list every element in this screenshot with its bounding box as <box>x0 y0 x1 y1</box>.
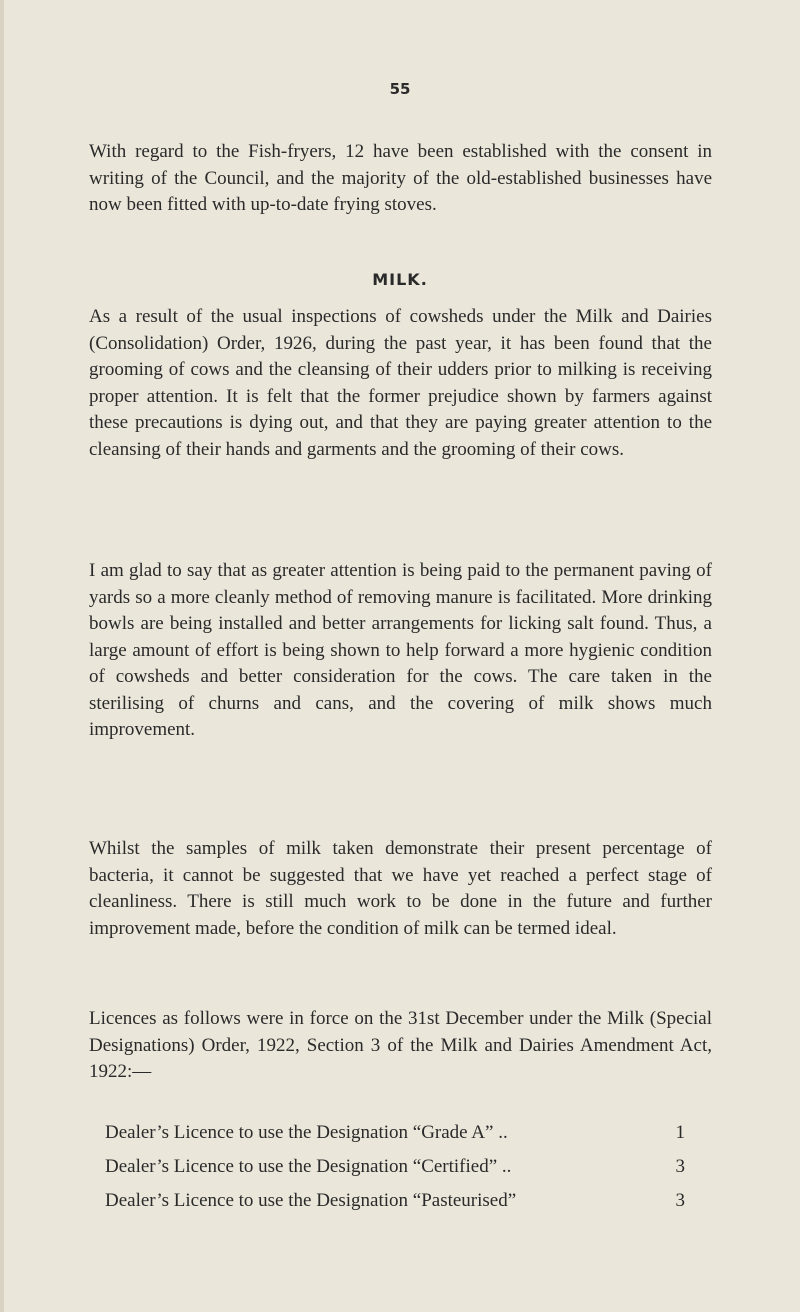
section-heading-milk: MILK. <box>372 270 428 289</box>
licence-label: Dealer’s Licence to use the Designation “Grade A” .. <box>105 1122 508 1143</box>
licence-list <box>105 1122 685 1224</box>
page-number: 55 <box>389 80 411 98</box>
licence-row <box>105 1122 685 1156</box>
licence-count: 3 <box>675 1190 685 1211</box>
licences-intro-paragraph: Licences as follows were in force on the 31st December under the Milk (Special Designations) Order, 1922, Section 3 of the Milk and Dairies Amendment Act, 1922:— <box>89 1008 712 1082</box>
licence-label: Dealer’s Licence to use the Designation “Certified” .. <box>105 1156 512 1177</box>
page-edge-shadow <box>0 0 4 1312</box>
fish-fryers-paragraph: With regard to the Fish-fryers, 12 have been established with the consent in writing of the Council, and the majority of the old-established businesses have now been fitted with up-to-date frying stoves. <box>89 141 712 215</box>
licence-row <box>105 1156 685 1190</box>
licence-count: 1 <box>675 1122 685 1143</box>
licence-count: 3 <box>675 1156 685 1177</box>
licence-label: Dealer’s Licence to use the Designation “Pasteurised” <box>105 1190 517 1211</box>
licence-row <box>105 1190 685 1224</box>
cowsheds-inspection-paragraph: As a result of the usual inspections of cowsheds under the Milk and Dairies (Consolidation) Order, 1926, during the past year, it has been found that the grooming of cows and the cleansing of their udders prior to milking is receiving proper attention. It is felt that the former prejudice shown by farmers against these precautions is dying out, and that they are paying greater attention to the cleansing of their hands and garments and the grooming of their cows. <box>89 306 712 460</box>
yards-paving-paragraph: I am glad to say that as greater attention is being paid to the permanent paving of yards so a more cleanly method of removing manure is facilitated. More drinking bowls are being installed and better arrangements for licking salt found. Thus, a large amount of effort is being shown to help forward a more hygienic condition of cowsheds and better consideration for the cows. The care taken in the sterilising of churns and cans, and the covering of milk shows much improvement. <box>89 560 712 740</box>
milk-samples-paragraph: Whilst the samples of milk taken demonstrate their present percentage of bacteria, it cannot be suggested that we have yet reached a perfect stage of cleanliness. There is still much work to be done in the future and further improvement made, before the condition of milk can be termed ideal. <box>89 838 712 939</box>
